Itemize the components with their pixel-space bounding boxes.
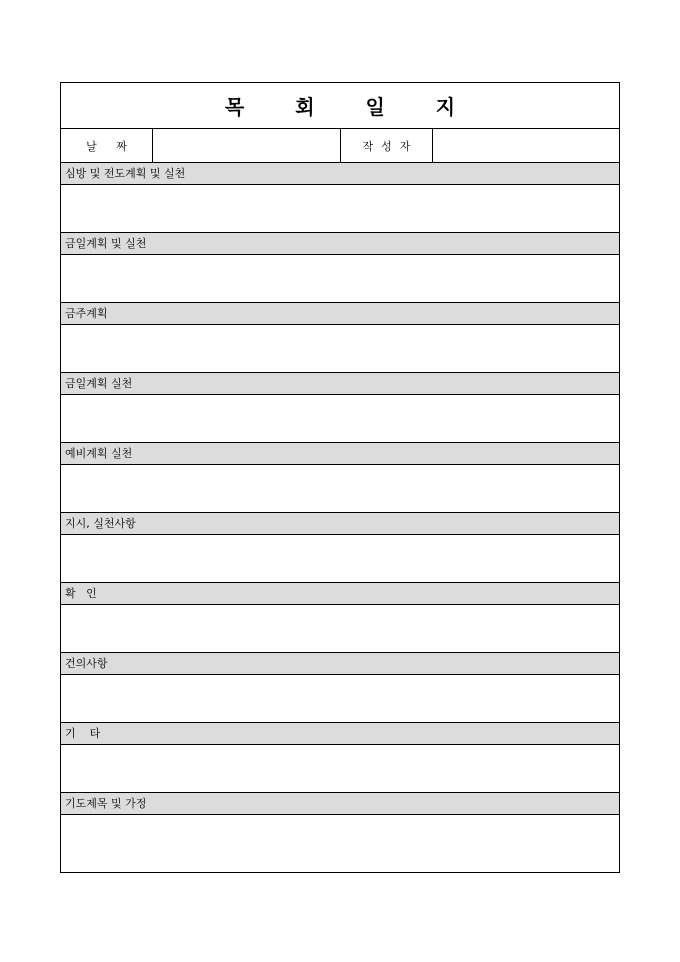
title-row	[61, 83, 619, 129]
section-content-field[interactable]	[61, 185, 619, 233]
section-visitation-evangelism	[61, 163, 619, 233]
section-reserve-plan	[61, 443, 619, 513]
section-header: 건의사항	[61, 653, 619, 675]
writer-label: 작성자	[341, 129, 433, 162]
section-header: 예비계획 실천	[61, 443, 619, 465]
section-content-field[interactable]	[61, 325, 619, 373]
section-header: 지시, 실천사항	[61, 513, 619, 535]
section-content-field[interactable]	[61, 535, 619, 583]
date-label: 날 짜	[61, 129, 153, 162]
form-title: 목 회 일 지	[224, 95, 478, 119]
section-prayer-family	[61, 793, 619, 866]
section-header: 금주계획	[61, 303, 619, 325]
date-field[interactable]	[153, 129, 341, 162]
section-content-field[interactable]	[61, 675, 619, 723]
section-header: 기도제목 및 가정	[61, 793, 619, 815]
section-header: 금일계획 및 실천	[61, 233, 619, 255]
section-content-field[interactable]	[61, 605, 619, 653]
section-content-field[interactable]	[61, 255, 619, 303]
section-content-field[interactable]	[61, 465, 619, 513]
section-instructions	[61, 513, 619, 583]
section-confirmation	[61, 583, 619, 653]
section-suggestions	[61, 653, 619, 723]
section-header: 확 인	[61, 583, 619, 605]
info-row	[61, 129, 619, 163]
section-week-plan	[61, 303, 619, 373]
section-header: 금일계획 실천	[61, 373, 619, 395]
section-other	[61, 723, 619, 793]
section-header: 심방 및 전도계획 및 실천	[61, 163, 619, 185]
section-content-field[interactable]	[61, 395, 619, 443]
section-header: 기 타	[61, 723, 619, 745]
writer-field[interactable]	[433, 129, 619, 162]
section-content-field[interactable]	[61, 815, 619, 866]
section-today-plan	[61, 233, 619, 303]
journal-form	[60, 82, 620, 873]
section-today-plan-practice	[61, 373, 619, 443]
section-content-field[interactable]	[61, 745, 619, 793]
